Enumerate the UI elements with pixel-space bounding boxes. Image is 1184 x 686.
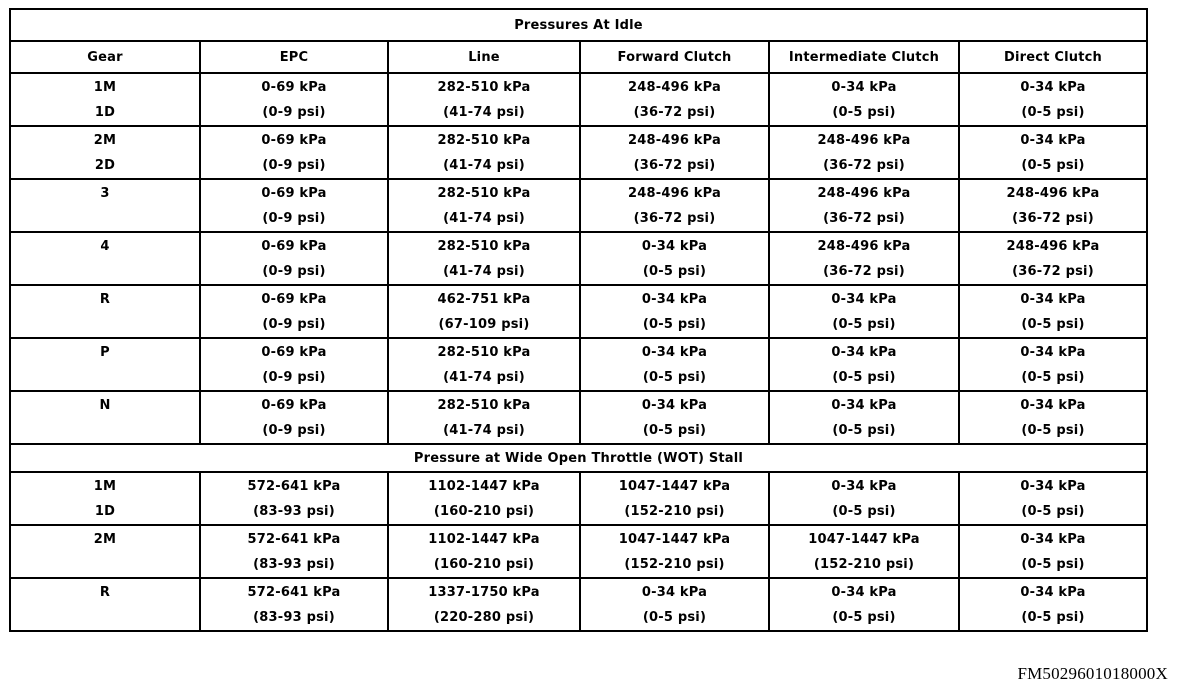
cell-line-2: (0-5 psi): [642, 316, 707, 332]
cell-line-2: (41-74 psi): [443, 263, 525, 279]
gear-cell: [10, 338, 200, 391]
direct-clutch-cell: [959, 472, 1147, 525]
cell-line-2: (0-5 psi): [832, 609, 896, 625]
cell-line-1: 1M: [93, 79, 117, 95]
cell-line-2: (0-5 psi): [1021, 157, 1085, 173]
table-row: [10, 472, 1147, 525]
cell-line-2: (41-74 psi): [443, 369, 525, 385]
intermediate-clutch-cell: [769, 126, 959, 179]
gear-cell: [10, 73, 200, 126]
cell-line-1: 0-34 kPa: [641, 291, 708, 307]
cell-line-1: 0-34 kPa: [1020, 132, 1086, 148]
cell-line-2: (36-72 psi): [633, 210, 716, 226]
line-cell: [388, 285, 580, 338]
cell-line-1: 0-69 kPa: [261, 397, 327, 413]
cell-line-2: [11, 605, 199, 630]
cell-line-2: (0-5 psi): [1021, 316, 1085, 332]
cell-line-1: 0-34 kPa: [831, 79, 897, 95]
cell-line-1: 2M: [93, 531, 117, 547]
table-row: [10, 391, 1147, 444]
cell-line-1: 0-69 kPa: [261, 291, 327, 307]
line-cell: [388, 578, 580, 631]
cell-line-2: [11, 312, 199, 337]
cell-line-1: 1M: [93, 478, 117, 494]
cell-line-1: 0-69 kPa: [261, 238, 327, 254]
forward-clutch-cell: [580, 285, 769, 338]
cell-line-2: (0-5 psi): [832, 503, 896, 519]
cell-line-1: 0-34 kPa: [1020, 397, 1086, 413]
intermediate-clutch-cell: [769, 232, 959, 285]
epc-cell: [200, 285, 388, 338]
cell-line-2: (0-5 psi): [1021, 104, 1085, 120]
cell-line-2: (41-74 psi): [443, 157, 525, 173]
cell-line-2: 1D: [94, 503, 116, 519]
cell-line-1: 1337-1750 kPa: [428, 584, 540, 600]
column-header-gear: Gear: [10, 41, 200, 73]
idle-section-title: Pressures At Idle: [10, 9, 1147, 41]
epc-cell: [200, 525, 388, 578]
cell-line-1: 0-34 kPa: [1020, 478, 1086, 494]
cell-line-1: 0-34 kPa: [831, 397, 897, 413]
line-cell: [388, 179, 580, 232]
cell-line-1: 0-34 kPa: [641, 344, 708, 360]
table-row: [10, 179, 1147, 232]
cell-line-2: (220-280 psi): [433, 609, 535, 625]
gear-cell: [10, 126, 200, 179]
cell-line-2: [11, 206, 199, 231]
cell-line-1: 0-34 kPa: [1020, 79, 1086, 95]
cell-line-2: (36-72 psi): [1012, 263, 1094, 279]
direct-clutch-cell: [959, 73, 1147, 126]
intermediate-clutch-cell: [769, 338, 959, 391]
cell-line-2: [11, 418, 199, 443]
table-row: [10, 285, 1147, 338]
cell-line-2: (83-93 psi): [253, 556, 335, 572]
gear-cell: [10, 179, 200, 232]
cell-line-1: 0-34 kPa: [641, 584, 708, 600]
cell-line-2: (36-72 psi): [1012, 210, 1094, 226]
cell-line-2: (0-5 psi): [642, 609, 707, 625]
forward-clutch-cell: [580, 232, 769, 285]
cell-line-1: 572-641 kPa: [247, 531, 341, 547]
gear-cell: [10, 525, 200, 578]
table-row: [10, 578, 1147, 631]
forward-clutch-cell: [580, 338, 769, 391]
cell-line-1: 248-496 kPa: [817, 185, 911, 201]
forward-clutch-cell: [580, 391, 769, 444]
forward-clutch-cell: [580, 525, 769, 578]
forward-clutch-cell: [580, 179, 769, 232]
line-cell: [388, 391, 580, 444]
figure-code: FM5029601018000X: [1017, 664, 1168, 683]
cell-line-2: (67-109 psi): [438, 316, 530, 332]
cell-line-1: 0-34 kPa: [641, 238, 708, 254]
cell-line-1: 0-69 kPa: [261, 79, 327, 95]
line-cell: [388, 232, 580, 285]
cell-line-2: (0-5 psi): [832, 104, 896, 120]
table-row: [10, 232, 1147, 285]
cell-line-2: (36-72 psi): [633, 104, 716, 120]
epc-cell: [200, 391, 388, 444]
column-header-epc: EPC: [200, 41, 388, 73]
line-cell: [388, 525, 580, 578]
epc-cell: [200, 578, 388, 631]
epc-cell: [200, 126, 388, 179]
cell-line-1: 282-510 kPa: [437, 397, 531, 413]
direct-clutch-cell: [959, 391, 1147, 444]
gear-cell: [10, 391, 200, 444]
cell-line-1: 0-69 kPa: [261, 132, 327, 148]
gear-cell: [10, 232, 200, 285]
cell-line-2: (152-210 psi): [624, 556, 725, 572]
line-cell: [388, 472, 580, 525]
epc-cell: [200, 232, 388, 285]
cell-line-1: 1102-1447 kPa: [428, 531, 540, 547]
cell-line-2: (0-9 psi): [262, 210, 326, 226]
cell-line-2: (0-9 psi): [262, 157, 326, 173]
table-row: [10, 126, 1147, 179]
pressure-table-body: [10, 9, 1147, 631]
direct-clutch-cell: [959, 285, 1147, 338]
cell-line-1: R: [99, 291, 111, 307]
table-row: [10, 338, 1147, 391]
gear-cell: [10, 472, 200, 525]
cell-line-1: 4: [100, 238, 110, 254]
intermediate-clutch-cell: [769, 285, 959, 338]
cell-line-2: 1D: [94, 104, 116, 120]
direct-clutch-cell: [959, 179, 1147, 232]
cell-line-1: 462-751 kPa: [437, 291, 531, 307]
cell-line-2: (0-5 psi): [1021, 609, 1085, 625]
cell-line-2: (160-210 psi): [433, 503, 535, 519]
cell-line-2: (0-9 psi): [262, 422, 326, 438]
column-header-direct-clutch: Direct Clutch: [959, 41, 1147, 73]
cell-line-2: (83-93 psi): [253, 609, 335, 625]
line-cell: [388, 126, 580, 179]
cell-line-2: (83-93 psi): [253, 503, 335, 519]
cell-line-1: 248-496 kPa: [1006, 238, 1100, 254]
forward-clutch-cell: [580, 73, 769, 126]
forward-clutch-cell: [580, 578, 769, 631]
cell-line-1: N: [99, 397, 111, 413]
cell-line-2: (0-5 psi): [832, 316, 896, 332]
cell-line-2: (0-5 psi): [642, 263, 707, 279]
cell-line-2: [11, 552, 199, 577]
table-row: [10, 525, 1147, 578]
cell-line-1: 0-34 kPa: [831, 478, 897, 494]
cell-line-1: 282-510 kPa: [437, 185, 531, 201]
intermediate-clutch-cell: [769, 525, 959, 578]
cell-line-1: 248-496 kPa: [628, 132, 721, 148]
cell-line-1: 572-641 kPa: [247, 478, 341, 494]
cell-line-2: (41-74 psi): [443, 104, 525, 120]
cell-line-2: (0-9 psi): [262, 316, 326, 332]
epc-cell: [200, 73, 388, 126]
cell-line-1: 282-510 kPa: [437, 79, 531, 95]
column-header-line: Line: [388, 41, 580, 73]
cell-line-2: [11, 365, 199, 390]
cell-line-2: (36-72 psi): [633, 157, 716, 173]
gear-cell: [10, 578, 200, 631]
cell-line-2: (0-5 psi): [832, 369, 896, 385]
cell-line-2: (0-5 psi): [1021, 369, 1085, 385]
cell-line-1: 282-510 kPa: [437, 132, 531, 148]
cell-line-1: 572-641 kPa: [247, 584, 341, 600]
cell-line-2: (0-5 psi): [1021, 556, 1085, 572]
cell-line-2: (0-5 psi): [832, 422, 896, 438]
column-header-forward-clutch: Forward Clutch: [580, 41, 769, 73]
direct-clutch-cell: [959, 232, 1147, 285]
intermediate-clutch-cell: [769, 472, 959, 525]
cell-line-2: (36-72 psi): [823, 263, 905, 279]
cell-line-2: (152-210 psi): [624, 503, 725, 519]
table-row: [10, 73, 1147, 126]
cell-line-1: 2M: [93, 132, 117, 148]
cell-line-2: (0-9 psi): [262, 263, 326, 279]
direct-clutch-cell: [959, 525, 1147, 578]
cell-line-1: 248-496 kPa: [628, 185, 721, 201]
cell-line-1: 248-496 kPa: [817, 132, 911, 148]
cell-line-1: 0-69 kPa: [261, 344, 327, 360]
cell-line-1: P: [100, 344, 110, 360]
direct-clutch-cell: [959, 578, 1147, 631]
cell-line-2: (41-74 psi): [443, 422, 525, 438]
direct-clutch-cell: [959, 338, 1147, 391]
cell-line-2: (0-5 psi): [642, 422, 707, 438]
cell-line-1: 0-34 kPa: [1020, 584, 1086, 600]
cell-line-2: (0-9 psi): [262, 369, 326, 385]
intermediate-clutch-cell: [769, 391, 959, 444]
line-cell: [388, 338, 580, 391]
column-header-row: [10, 41, 1147, 73]
forward-clutch-cell: [580, 126, 769, 179]
epc-cell: [200, 472, 388, 525]
cell-line-2: (0-5 psi): [642, 369, 707, 385]
intermediate-clutch-cell: [769, 578, 959, 631]
cell-line-1: 248-496 kPa: [1006, 185, 1100, 201]
idle-title-row: [10, 9, 1147, 41]
cell-line-1: 248-496 kPa: [628, 79, 721, 95]
cell-line-2: (0-5 psi): [1021, 422, 1085, 438]
cell-line-2: [11, 259, 199, 284]
intermediate-clutch-cell: [769, 73, 959, 126]
cell-line-2: (36-72 psi): [823, 157, 905, 173]
forward-clutch-cell: [580, 472, 769, 525]
wot-section-title: Pressure at Wide Open Throttle (WOT) Stall: [10, 444, 1147, 472]
cell-line-1: 0-34 kPa: [1020, 344, 1086, 360]
cell-line-1: 0-34 kPa: [831, 584, 897, 600]
cell-line-1: 0-34 kPa: [831, 291, 897, 307]
wot-title-row: [10, 444, 1147, 472]
cell-line-1: 248-496 kPa: [817, 238, 911, 254]
cell-line-1: 1047-1447 kPa: [618, 478, 731, 494]
cell-line-2: (160-210 psi): [433, 556, 535, 572]
cell-line-1: 1047-1447 kPa: [808, 531, 920, 547]
cell-line-1: 0-34 kPa: [641, 397, 708, 413]
cell-line-1: 3: [100, 185, 110, 201]
line-cell: [388, 73, 580, 126]
cell-line-1: 1047-1447 kPa: [618, 531, 731, 547]
cell-line-2: (36-72 psi): [823, 210, 905, 226]
cell-line-1: 0-34 kPa: [831, 344, 897, 360]
cell-line-2: (0-9 psi): [262, 104, 326, 120]
cell-line-1: 282-510 kPa: [437, 344, 531, 360]
cell-line-2: (0-5 psi): [1021, 503, 1085, 519]
cell-line-1: 0-69 kPa: [261, 185, 327, 201]
cell-line-1: 1102-1447 kPa: [428, 478, 540, 494]
epc-cell: [200, 179, 388, 232]
cell-line-1: 0-34 kPa: [1020, 291, 1086, 307]
cell-line-1: 0-34 kPa: [1020, 531, 1086, 547]
intermediate-clutch-cell: [769, 179, 959, 232]
column-header-intermediate-clutch: Intermediate Clutch: [769, 41, 959, 73]
cell-line-2: (152-210 psi): [813, 556, 915, 572]
gear-cell: [10, 285, 200, 338]
pressure-table: [9, 8, 1148, 632]
cell-line-2: (41-74 psi): [443, 210, 525, 226]
cell-line-1: R: [99, 584, 111, 600]
cell-line-2: 2D: [94, 157, 116, 173]
direct-clutch-cell: [959, 126, 1147, 179]
epc-cell: [200, 338, 388, 391]
cell-line-1: 282-510 kPa: [437, 238, 531, 254]
